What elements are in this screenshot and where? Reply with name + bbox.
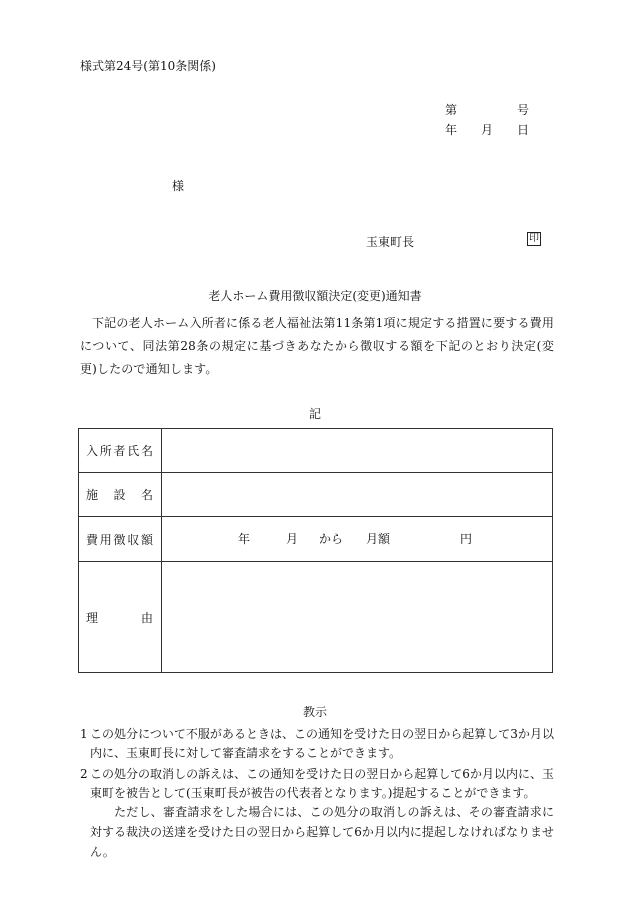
facility-name-row	[79, 473, 553, 517]
fee-label	[79, 517, 162, 562]
label-char: 入	[86, 444, 99, 458]
fee-value	[162, 517, 553, 562]
instruction-item	[80, 725, 554, 763]
label-char: 名	[140, 444, 153, 458]
instruction-item-number: 2	[80, 767, 88, 781]
date-month-label: 月	[481, 123, 494, 137]
fee-month-label: 月	[286, 532, 299, 546]
instruction-item	[80, 765, 554, 803]
label-char: 由	[140, 610, 153, 625]
label-char: 費	[86, 532, 99, 547]
label-char: 施	[86, 488, 99, 502]
document-number-label: 第	[445, 103, 458, 117]
date-year-label: 年	[445, 123, 458, 137]
fee-year-label: 年	[238, 532, 251, 546]
label-char: 額	[140, 532, 153, 547]
detail-table	[78, 428, 553, 673]
recipient-honorific: 様	[172, 179, 185, 193]
label-char: 名	[140, 488, 153, 502]
reason-value	[162, 562, 553, 673]
instruction-item-text: この処分の取消しの訴えは、この通知を受けた日の翌日から起算して6か月以内に、玉東町を被告として(玉東町長が被告の代表者となります。)提起することができます。	[90, 767, 554, 800]
facility-name-label	[79, 473, 162, 517]
label-char: 氏	[127, 444, 140, 458]
label-char: 者	[113, 444, 126, 458]
date-day-label: 日	[517, 123, 530, 137]
ki-heading: 記	[308, 407, 321, 421]
resident-name-row	[79, 429, 553, 473]
label-char: 理	[86, 610, 99, 625]
reason-label	[79, 562, 162, 673]
seal-mark: 印	[529, 233, 539, 244]
label-char: 設	[113, 488, 126, 502]
instruction-item-text: この処分について不服があるときは、この通知を受けた日の翌日から起算して3か月以内に、玉東町長に対して審査請求をすることができます。	[90, 727, 554, 760]
label-char: 収	[127, 532, 140, 547]
resident-name-value	[162, 429, 553, 473]
reason-row	[79, 562, 553, 673]
intro-paragraph: 下記の老人ホーム入所者に係る老人福祉法第11条第1項に規定する措置に要する費用について、同法第28条の規定に基づきあなたから徴収する額を下記のとおり決定(変更)したので通知します。	[80, 316, 554, 376]
fee-row	[79, 517, 553, 562]
instruction-title: 教示	[302, 705, 327, 719]
facility-name-value	[162, 473, 553, 517]
label-char: 用	[99, 532, 112, 547]
instruction-item-number: 1	[80, 727, 88, 741]
label-char: 所	[99, 444, 112, 458]
fee-yen-label: 円	[460, 532, 473, 546]
resident-name-label	[79, 429, 162, 473]
document-title: 老人ホーム費用徴収額決定(変更)通知書	[208, 289, 422, 303]
issuer-name: 玉東町長	[366, 235, 415, 249]
fee-from-label: から	[319, 532, 344, 546]
fee-monthly-amount-label: 月額	[366, 532, 391, 546]
instruction-note: ただし、審査請求をした場合には、この処分の取消しの訴えは、その審査請求に対する裁決の送達を受けた日の翌日から起算して6か月以内に提起しなければなりません。	[90, 805, 554, 859]
document-number-suffix: 号	[517, 103, 530, 117]
label-char: 徴	[113, 532, 126, 547]
form-number: 様式第24号(第10条関係)	[80, 59, 216, 73]
